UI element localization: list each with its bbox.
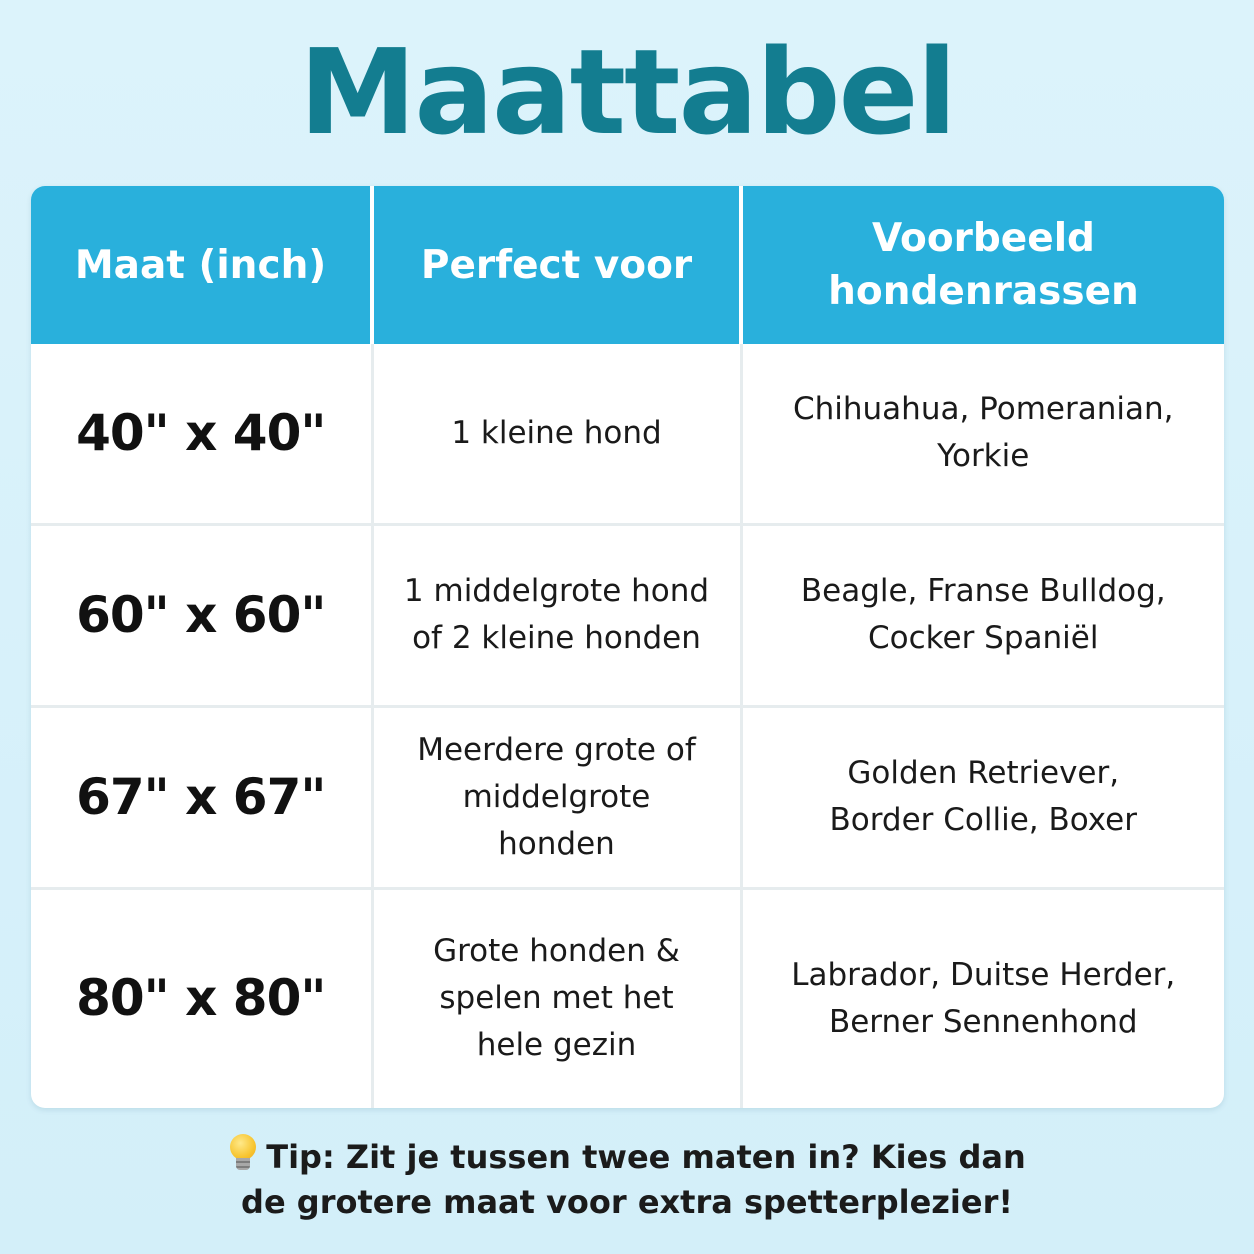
breeds-text: Beagle, Franse Bulldog, Cocker Spaniël bbox=[800, 573, 1166, 656]
header-breeds: Voorbeeld hondenrassen bbox=[741, 186, 1224, 344]
breeds-cell bbox=[741, 706, 1224, 888]
size-table bbox=[31, 186, 1224, 1108]
lightbulb-icon bbox=[228, 1134, 258, 1174]
table-row bbox=[31, 524, 1224, 706]
size-table-container bbox=[31, 186, 1224, 1108]
perfect-for-cell bbox=[372, 706, 741, 888]
tip-line-1 bbox=[0, 1134, 1254, 1180]
perfect-for-text: Grote honden & spelen met het hele gezin bbox=[433, 933, 680, 1064]
header-perfect-for: Perfect voor bbox=[372, 186, 741, 344]
perfect-for-cell bbox=[372, 888, 741, 1108]
table-row bbox=[31, 888, 1224, 1108]
header-size: Maat (inch) bbox=[31, 186, 372, 344]
size-cell: 67" x 67" bbox=[31, 706, 372, 888]
table-header-row bbox=[31, 186, 1224, 344]
tip-text-1: Tip: Zit je tussen twee maten in? Kies dan bbox=[266, 1138, 1026, 1176]
breeds-cell bbox=[741, 524, 1224, 706]
perfect-for-cell bbox=[372, 524, 741, 706]
breeds-cell bbox=[741, 344, 1224, 524]
breeds-text: Golden Retriever, Border Collie, Boxer bbox=[829, 755, 1137, 838]
page-title: Maattabel bbox=[298, 23, 956, 161]
breeds-text: Chihuahua, Pomeranian, Yorkie bbox=[792, 391, 1174, 475]
breeds-text: Labrador, Duitse Herder, Berner Sennenhond bbox=[791, 956, 1176, 1040]
tip-box bbox=[0, 1134, 1254, 1225]
size-cell: 40" x 40" bbox=[76, 403, 326, 462]
perfect-for-text: 1 middelgrote hond of 2 kleine honden bbox=[403, 573, 710, 656]
size-cell: 80" x 80" bbox=[31, 888, 372, 1108]
table-row bbox=[31, 706, 1224, 888]
perfect-for-text: Meerdere grote of middelgrote honden bbox=[417, 731, 696, 862]
breeds-cell bbox=[741, 888, 1224, 1108]
size-cell: 60" x 60" bbox=[31, 524, 372, 706]
perfect-for-cell: 1 kleine hond bbox=[372, 344, 741, 524]
tip-text-2: de grotere maat voor extra spetterplezier! bbox=[241, 1183, 1013, 1221]
table-row bbox=[31, 344, 1224, 524]
